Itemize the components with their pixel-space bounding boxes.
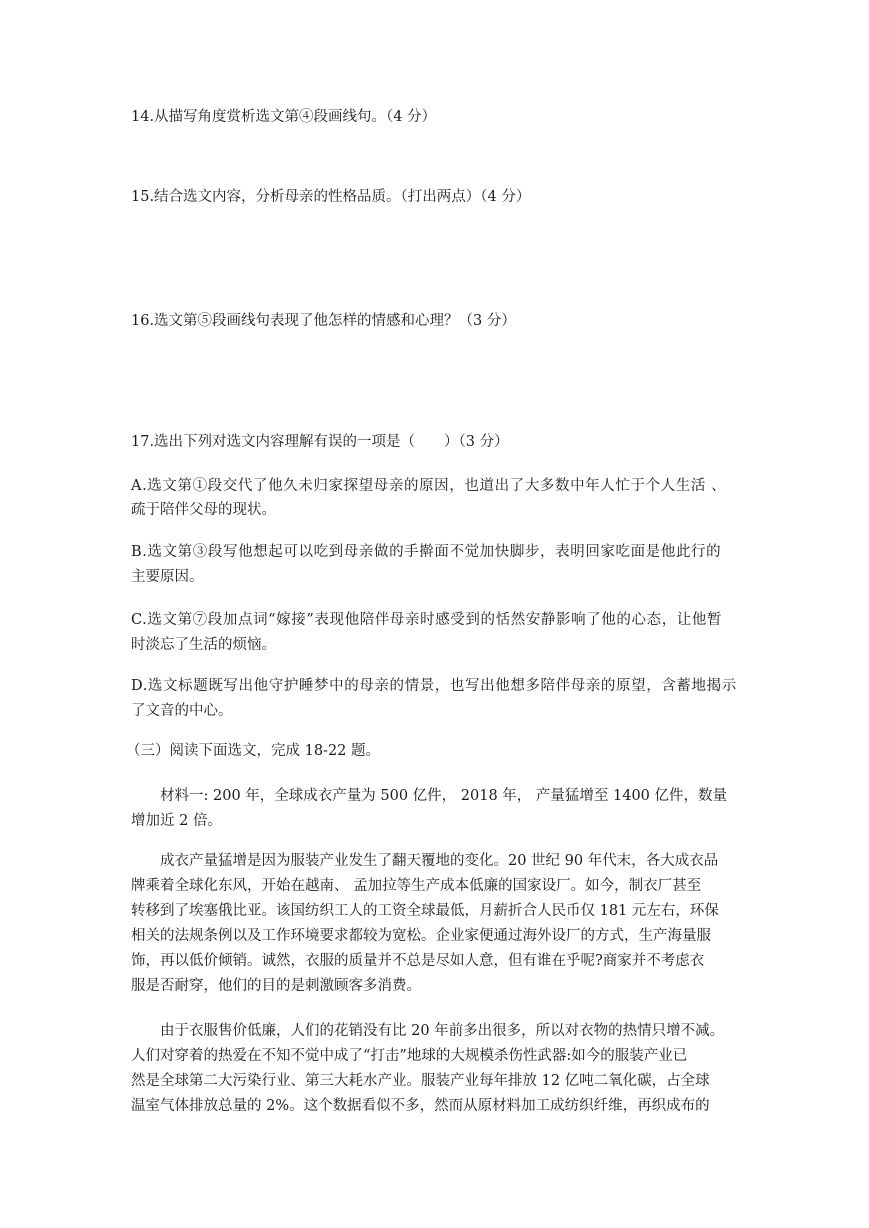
option-b-line-1: B.选文第③段写他想起可以吃到母亲做的手擀面不觉加快脚步，表明回家吃面是他此行的 [131, 544, 722, 560]
para-2-line-2: 牌乘着全球化东风，开始在越南、 孟加拉等生产成本低廉的国家设厂。如今，制衣厂甚至 [131, 878, 702, 894]
option-a-line-2: 疏于陪伴父母的现状。 [131, 502, 276, 518]
para-2-line-4: 相关的法规条例以及工作环境要求都较为宽松。企业家便通过海外设厂的方式，生产海量服 [131, 928, 711, 944]
question-16: 16.选文第⑤段画线句表现了他怎样的情感和心理？（3 分） [131, 313, 516, 329]
para-3-line-1: 由于衣服售价低廉，人们的花销没有比 20 年前多出很多，所以对衣物的热情只增不减。 [160, 1023, 725, 1039]
para-2-line-1: 成衣产量猛增是因为服装产业发生了翻天覆地的变化。20 世纪 90 年代末，各大成衣品 [160, 853, 719, 869]
para-3-line-4: 温室气体排放总量的 2%。这个数据看似不多，然而从原材料加工成纺织纤维，再织成布的 [131, 1098, 710, 1114]
question-14: 14.从描写角度赏析选文第④段画线句。（4 分） [131, 109, 437, 125]
para-2-line-3: 转移到了埃塞俄比亚。该国纺织工人的工资全球最低，月薪折合人民币仅 181 元左右，环保 [131, 903, 719, 919]
option-d-line-1: D.选文标题既写出他守护睡梦中的母亲的情景，也写出他想多陪伴母亲的原望，含蓄地揭示 [131, 678, 737, 694]
para-2-line-6: 服是否耐穿，他们的目的是刺激顾客多消费。 [131, 978, 421, 994]
material-1-line-2: 增加近 2 倍。 [131, 813, 222, 829]
material-1-line-1: 材料一: 200 年，全球成衣产量为 500 亿件， 2018 年， 产量猛增至 1400 亿件，数量 [160, 788, 728, 804]
question-17: 17.选出下列对选文内容理解有误的一项是（ ）（3 分） [131, 434, 509, 450]
option-a-line-1: A.选文第①段交代了他久未归家探望母亲的原因，也道出了大多数中年人忙于个人生活 、 [131, 478, 727, 494]
option-b-line-2: 主要原因。 [131, 569, 204, 585]
para-2-line-5: 饰，再以低价倾销。诚然，衣服的质量并不总是尽如人意，但有谁在乎呢?商家并不考虑衣 [131, 953, 705, 969]
option-c-line-2: 时淡忘了生活的烦恼。 [131, 637, 276, 653]
para-3-line-2: 人们对穿着的热爱在不知不觉中成了“打击”地球的大规模杀伤性武器:如今的服装产业已 [131, 1048, 688, 1064]
section-3-heading: （三）阅读下面选文，完成 18-22 题。 [126, 743, 381, 759]
para-3-line-3: 然是全球第二大污染行业、第三大耗水产业。服装产业每年排放 12 亿吨二氧化碳，占全球 [131, 1073, 710, 1089]
option-d-line-2: 了文音的中心。 [131, 703, 233, 719]
option-c-line-1: C.选文第⑦段加点词“嫁接”表现他陪伴母亲时感受到的恬然安静影响了他的心态，让他暂 [131, 612, 723, 628]
question-15: 15.结合选文内容，分析母亲的性格品质。（打出两点）（4 分） [131, 189, 531, 205]
